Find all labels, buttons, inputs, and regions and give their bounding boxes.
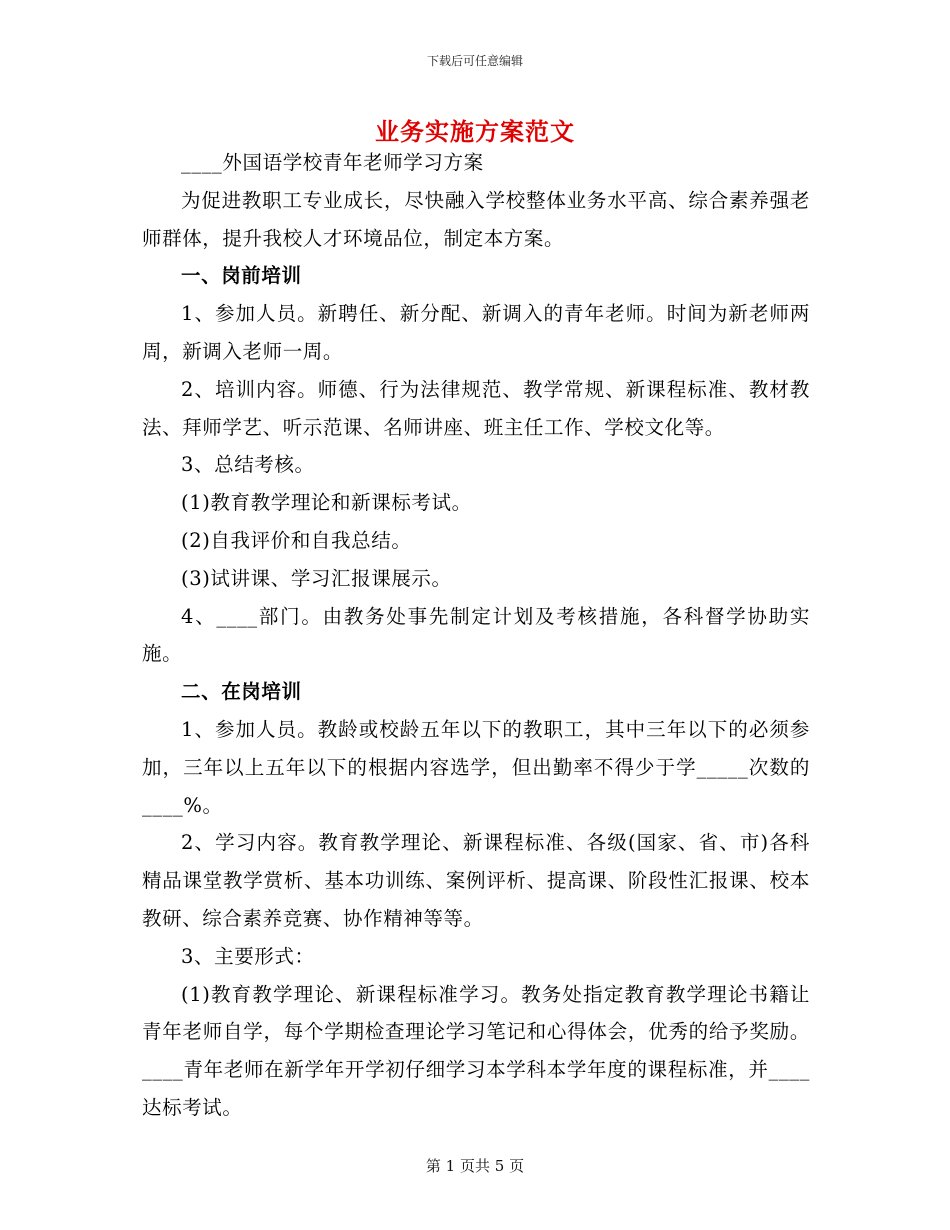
paragraph: 1、参加人员。教龄或校龄五年以下的教职工，其中三年以下的必须参加，三年以上五年以下的根据内容选学，但出勤率不得少于学_____次数的____%。	[142, 717, 810, 817]
paragraph: (1)教育教学理论和新课标考试。	[181, 491, 472, 515]
paragraph: (2)自我评价和自我总结。	[181, 528, 412, 552]
section-heading: 一、岗前培训	[181, 264, 302, 288]
paragraph: 2、培训内容。师德、行为法律规范、教学常规、新课程标准、教材教法、拜师学艺、听示范课、名师讲座、班主任工作、学校文化等。	[142, 377, 810, 439]
page-footer: 第 1 页共 5 页	[425, 1157, 525, 1175]
paragraph: ____外国语学校青年老师学习方案	[181, 151, 484, 174]
page-header: 下载后可任意编辑	[426, 54, 523, 68]
paragraph: 1、参加人员。新聘任、新分配、新调入的青年老师。时间为新老师两周，新调入老师一周。	[142, 302, 810, 363]
paragraph: (3)试讲课、学习汇报课展示。	[181, 566, 452, 590]
paragraph: 2、学习内容。教育教学理论、新课程标准、各级(国家、省、市)各科精品课堂教学赏析、基本功训练、案例评析、提高课、阶段性汇报课、校本教研、综合素养竞赛、协作精神等等。	[142, 831, 810, 930]
document-title: 业务实施方案范文	[375, 117, 575, 146]
paragraph: 4、____部门。由教务处事先制定计划及考核措施，各科督学协助实施。	[142, 604, 810, 666]
paragraph: 3、总结考核。	[181, 453, 315, 477]
section-heading: 二、在岗培训	[181, 680, 302, 704]
paragraph: 为促进教职工专业成长，尽快融入学校整体业务水平高、综合素养强老师群体，提升我校人才环境品位，制定本方案。	[142, 188, 810, 250]
document-body	[142, 144, 810, 1127]
paragraph: (1)教育教学理论、新课程标准学习。教务处指定教育教学理论书籍让青年老师自学，每个学期检查理论学习笔记和心得体会，优秀的给予奖励。____青年老师在新学年开学初仔细学习本学科本学年度的课程标准，并____达标考试。	[142, 982, 810, 1119]
paragraph: 3、主要形式：	[181, 944, 315, 968]
